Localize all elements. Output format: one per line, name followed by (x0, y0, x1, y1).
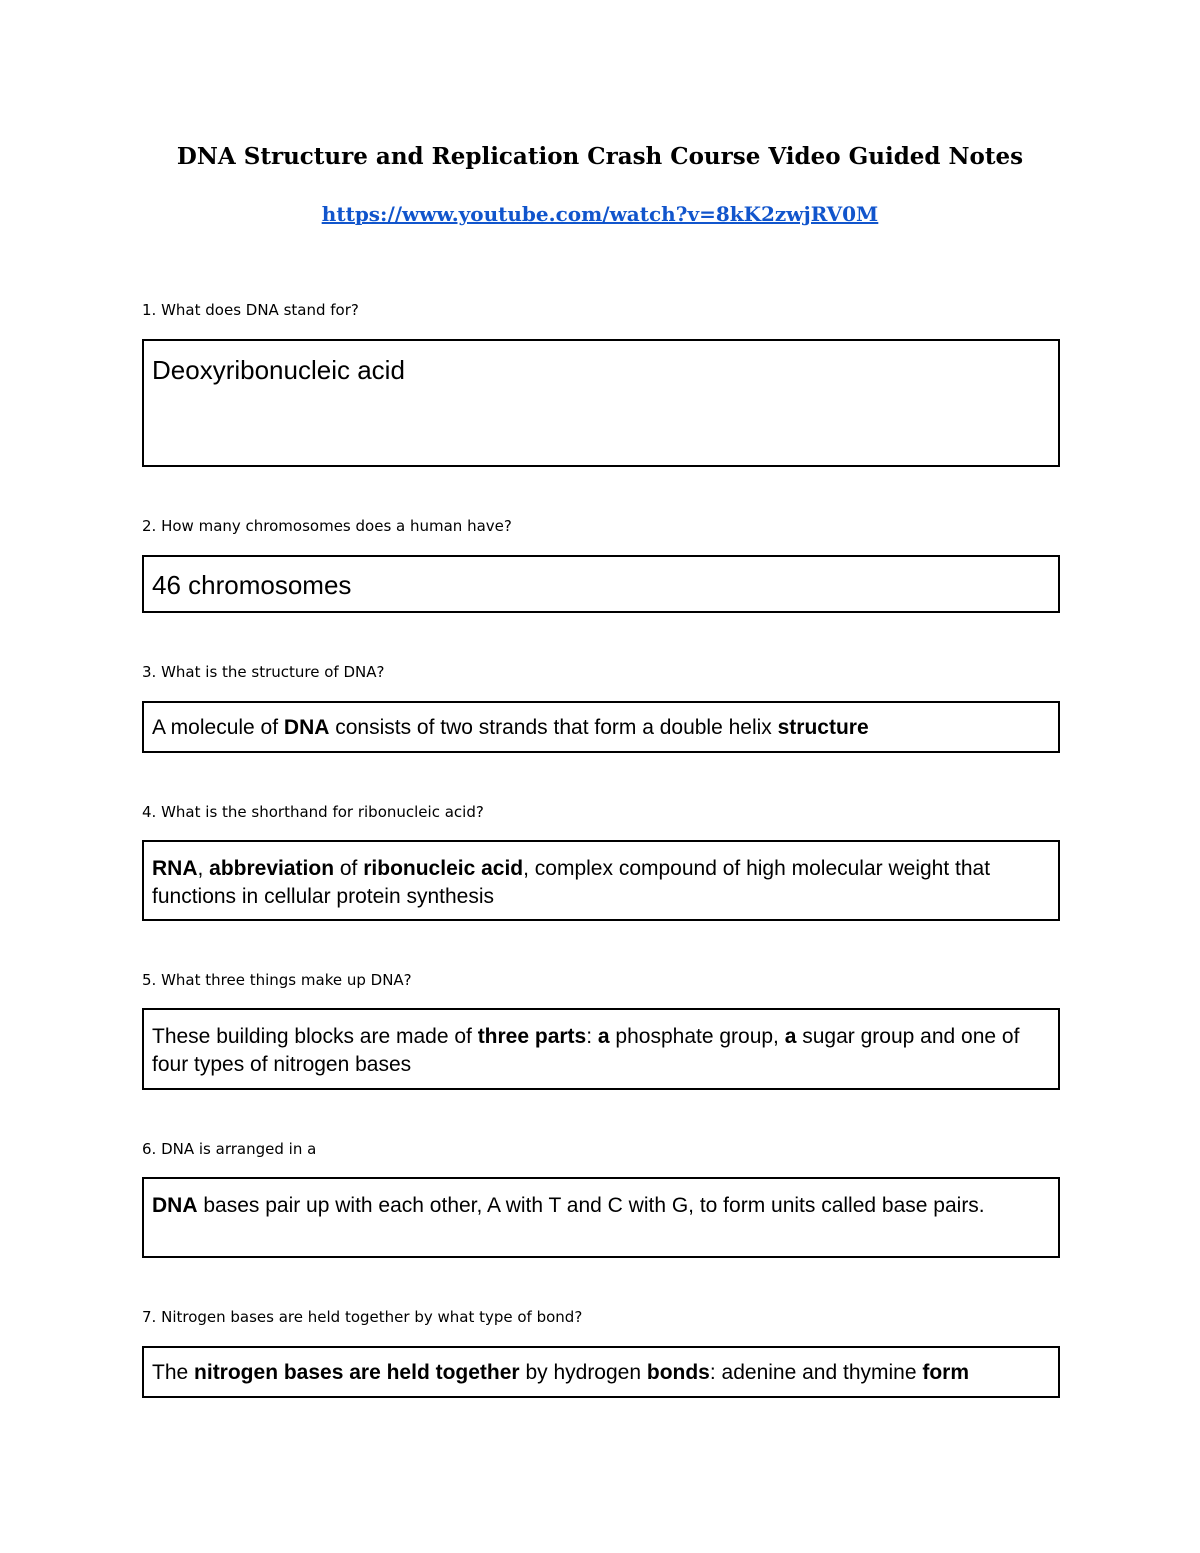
answer-text: Deoxyribonucleic acid (152, 355, 405, 385)
question-number: 2. (142, 517, 157, 535)
question-5 (142, 971, 412, 989)
question-7 (142, 1308, 582, 1326)
video-link-anchor[interactable]: https://www.youtube.com/watch?v=8kK2zwjRV0M (321, 202, 879, 226)
question-text: Nitrogen bases are held together by what type of bond? (161, 1308, 583, 1326)
question-number: 1. (142, 301, 157, 319)
answer-text: DNA bases pair up with each other, A with T and C with G, to form units called base pairs. (152, 1194, 985, 1217)
question-number: 7. (142, 1308, 157, 1326)
answer-text: RNA, abbreviation of ribonucleic acid, complex compound of high molecular weight that functions in cellular protein synthesis (152, 857, 991, 908)
question-text: How many chromosomes does a human have? (161, 517, 512, 535)
question-1 (142, 301, 359, 319)
video-link[interactable] (0, 202, 1200, 226)
question-text: What is the shorthand for ribonucleic acid? (161, 803, 484, 821)
question-6 (142, 1140, 316, 1158)
question-number: 5. (142, 971, 157, 989)
question-number: 3. (142, 663, 157, 681)
question-text: What does DNA stand for? (161, 301, 359, 319)
answer-box-3[interactable] (142, 701, 1060, 753)
answer-box-5[interactable] (142, 1008, 1060, 1090)
question-text: What three things make up DNA? (161, 971, 412, 989)
answer-text: A molecule of DNA consists of two strands that form a double helix structure (152, 716, 869, 739)
question-number: 4. (142, 803, 157, 821)
question-3 (142, 663, 384, 681)
answer-text: These building blocks are made of three parts: a phosphate group, a sugar group and one of four types of nitrogen bases (152, 1025, 1020, 1076)
answer-text: 46 chromosomes (152, 570, 352, 600)
question-text: What is the structure of DNA? (161, 663, 385, 681)
answer-box-1[interactable] (142, 339, 1060, 467)
document-title: DNA Structure and Replication Crash Course Video Guided Notes (176, 143, 1024, 170)
question-text: DNA is arranged in a (161, 1140, 317, 1158)
answer-box-4[interactable] (142, 840, 1060, 921)
question-number: 6. (142, 1140, 157, 1158)
answer-box-7[interactable] (142, 1346, 1060, 1398)
answer-box-2[interactable] (142, 555, 1060, 613)
answer-box-6[interactable] (142, 1177, 1060, 1258)
question-2 (142, 517, 512, 535)
question-4 (142, 803, 484, 821)
answer-text: The nitrogen bases are held together by hydrogen bonds: adenine and thymine form (152, 1361, 970, 1384)
